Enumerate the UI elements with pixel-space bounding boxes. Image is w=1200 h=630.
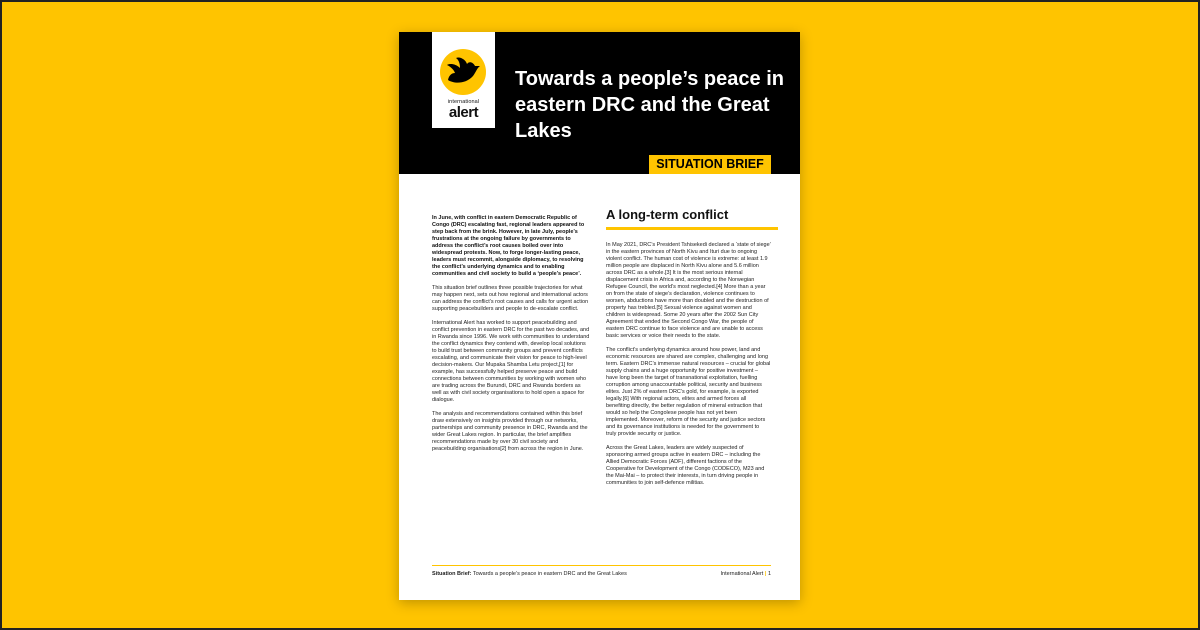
footer-org: International Alert xyxy=(720,571,764,577)
footer-divider xyxy=(432,565,771,566)
right-column xyxy=(606,242,771,494)
body-paragraph: International Alert has worked to support peacebuilding and conflict prevention in eastern DRC for the past two decades, and in Rwanda since 1996. We work with communities to understand the conflict dynamics they contend with, develop local solutions to build trust between community groups and prevent conflicts escalating, and communicate their vision for peace to high-level decision-makers. Our Mupaka Shamba Letu project,[1] for example, has successfully helped preserve peace and build connections between communities by working with women who are trading across the Burundi, DRC and Rwanda borders as well as with civil society organisations to hold open a space for dialogue. xyxy=(432,320,590,403)
footer-title xyxy=(432,571,682,577)
body-paragraph: The conflict’s underlying dynamics around how power, land and economic resources are shared are complex, challenging and long term. Eastern DRC’s immense natural resources – crucial for global supply chains and a huge opportunity for positive investment – have long been the target of transnational exploitation, fuelling corruption among unaccountable political, security and business elites. Just 2% of eastern DRC’s gold, for example, is exported legally.[6] With regional actors, elites and armed forces all benefiting directly, the better regulation of mineral extraction that would so help the Congolese people has not yet been implemented. Moreover, reform of the security and justice sectors and its governance institutions is needed for the government to truly provide security or justice. xyxy=(606,347,771,437)
logo-text-small: international xyxy=(447,99,480,105)
left-column xyxy=(432,215,590,460)
body-paragraph: The analysis and recommendations contained within this brief draw extensively on insights provided through our networks, partnerships and community presence in DRC, Rwanda and the wider Great Lakes region. In particular, the brief amplifies recommendations made by over 30 civil society and peacebuilding organisations[2] from across the region in June. xyxy=(432,411,588,452)
page-number: 1 xyxy=(767,571,771,577)
section-heading: A long-term conflict xyxy=(606,207,729,222)
footer-text: Towards a people’s peace in eastern DRC and the Great Lakes xyxy=(471,571,627,577)
logo xyxy=(432,32,495,128)
body-paragraph: In May 2021, DRC’s President Tshisekedi declared a ‘state of siege’ in the eastern provinces of North Kivu and Ituri due to ongoing violent conflict. The human cost of violence is extreme: at least 1.9 million people are displaced in North Kivu alone and 5.6 million across DRC as a whole.[3] It is the most serious internal displacement crisis in Africa and, according to the Norwegian Refugee Council, the world’s most neglected.[4] More than a year on from the state of siege’s declaration, violence continues to worsen, abductions have more than doubled and the destruction of property has trebled.[5] Sexual violence against women and children is widespread. Some 20 years after the 2002 Sun City Agreement that ended the Second Congo War, the people of eastern DRC continue to face violence and are unable to access basic services or voice their needs to the state. xyxy=(606,242,771,339)
header-band xyxy=(399,32,800,174)
document-page xyxy=(399,32,800,600)
footer-label: Situation Brief: xyxy=(432,571,472,577)
dove-icon xyxy=(440,48,487,96)
section-heading-underline xyxy=(606,227,778,230)
footer-page-info xyxy=(699,571,771,577)
logo-text-big: alert xyxy=(448,104,479,121)
situation-brief-badge: SITUATION BRIEF xyxy=(649,155,771,174)
lead-paragraph: In June, with conflict in eastern Democratic Republic of Congo (DRC) escalating fast, regional leaders appeared to step back from the brink. However, in late July, people’s frustrations at the ongoing failure by governments to address the conflict’s root causes boiled over into widespread protests. Now, to forge longer-lasting peace, leaders must recommit, alongside diplomacy, to resolving the conflict’s underlying dynamics and to enabling communities and civil society to build a ‘people’s peace’. xyxy=(432,215,585,277)
footer-separator: | xyxy=(764,571,767,577)
body-paragraph: Across the Great Lakes, leaders are widely suspected of sponsoring armed groups active in eastern DRC – including the Allied Democratic Forces (ADF), different factions of the Cooperative for Development of the Congo (CODECO), M23 and the Mai-Mai – to protect their interests, in turn driving people in communities to join self-defence militias. xyxy=(606,445,765,486)
body-paragraph: This situation brief outlines three possible trajectories for what may happen next, sets out how regional and international actors can address the conflict’s root causes and calls for urgent action supporting peacebuilders and people to de-escalate conflict. xyxy=(432,285,589,312)
document-title: Towards a people’s peace in eastern DRC and the Great Lakes xyxy=(515,68,784,142)
